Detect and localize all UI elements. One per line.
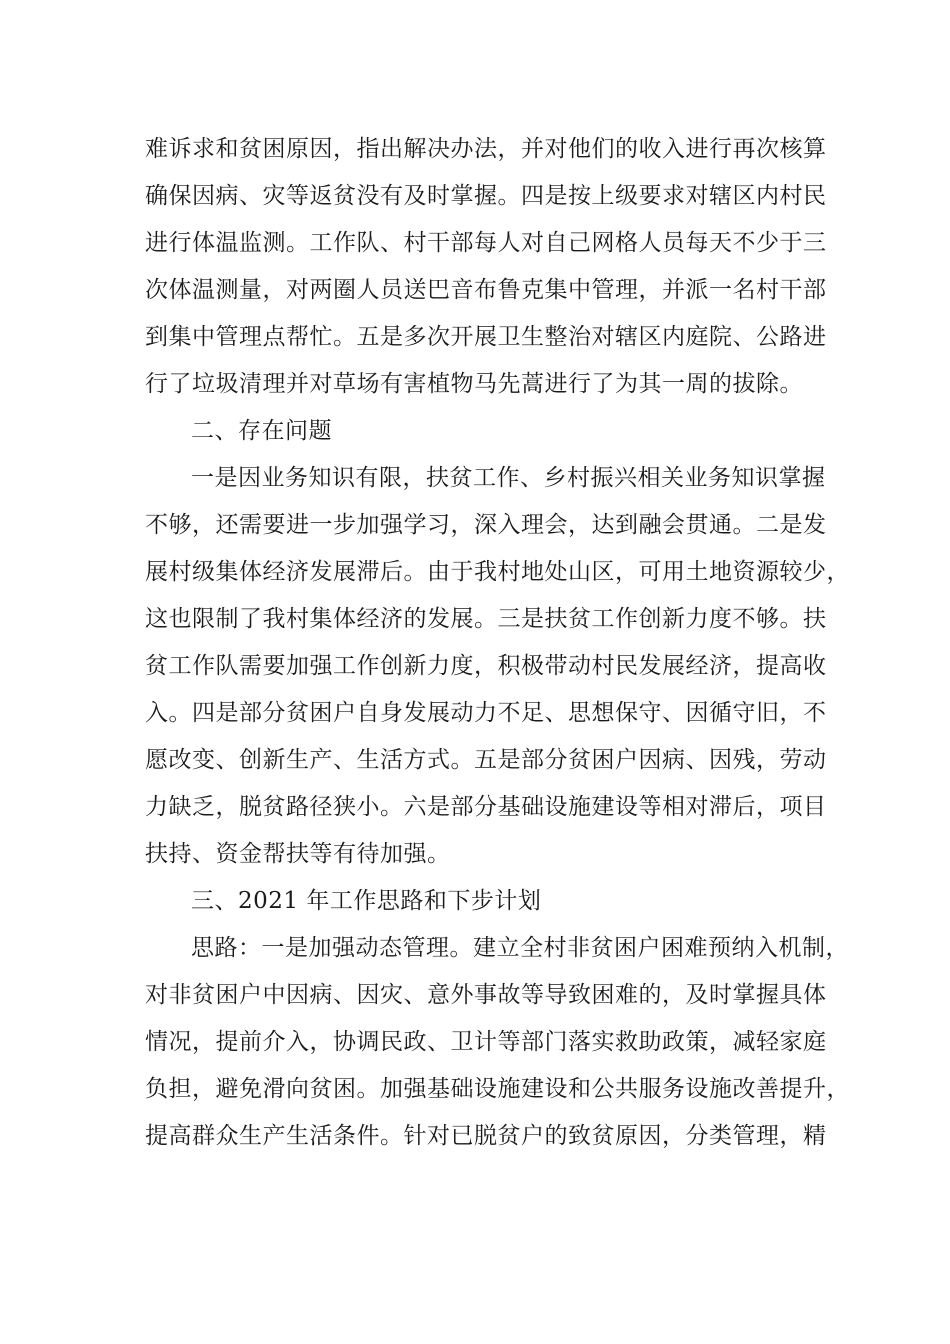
section-heading-issues: 二、存在问题 <box>191 418 332 444</box>
paragraph-first-line: 一是因业务知识有限，扶贫工作、乡村振兴相关业务知识掌握 <box>191 465 826 491</box>
document-body <box>145 126 850 1160</box>
text-line: 这也限制了我村集体经济的发展。三是扶贫工作创新力度不够。扶 <box>145 606 827 632</box>
section-heading-plan: 三、2021 年工作思路和下步计划 <box>191 888 542 914</box>
text-line: 难诉求和贫困原因，指出解决办法，并对他们的收入进行再次核算 <box>145 136 827 162</box>
text-line: 到集中管理点帮忙。五是多次开展卫生整治对辖区内庭院、公路进 <box>145 324 827 350</box>
text-line: 提高群众生产生活条件。针对已脱贫户的致贫原因，分类管理，精 <box>145 1123 827 1149</box>
text-line: 进行体温监测。工作队、村干部每人对自己网格人员每天不少于三 <box>145 230 827 256</box>
text-line: 确保因病、灾等返贫没有及时掌握。四是按上级要求对辖区内村民 <box>145 183 827 209</box>
text-line: 展村级集体经济发展滞后。由于我村地处山区，可用土地资源较少， <box>145 559 850 585</box>
text-line: 入。四是部分贫困户自身发展动力不足、思想保守、因循守旧，不 <box>145 700 827 726</box>
text-line: 负担，避免滑向贫困。加强基础设施建设和公共服务设施改善提升， <box>145 1076 850 1102</box>
text-line: 愿改变、创新生产、生活方式。五是部分贫困户因病、因残，劳动 <box>145 747 827 773</box>
text-line: 情况，提前介入，协调民政、卫计等部门落实救助政策，减轻家庭 <box>145 1029 827 1055</box>
text-line: 次体温测量，对两圈人员送巴音布鲁克集中管理，并派一名村干部 <box>145 277 827 303</box>
text-line: 扶持、资金帮扶等有待加强。 <box>145 841 451 867</box>
text-line: 贫工作队需要加强工作创新力度，积极带动村民发展经济，提高收 <box>145 653 827 679</box>
text-line: 力缺乏，脱贫路径狭小。六是部分基础设施建设等相对滞后，项目 <box>145 794 827 820</box>
text-line: 不够，还需要进一步加强学习，深入理会，达到融会贯通。二是发 <box>145 512 827 538</box>
text-line: 对非贫困户中因病、因灾、意外事故等导致困难的，及时掌握具体 <box>145 982 827 1008</box>
text-line: 行了垃圾清理并对草场有害植物马先蒿进行了为其一周的拔除。 <box>145 371 803 397</box>
paragraph-first-line: 思路：一是加强动态管理。建立全村非贫困户困难预纳入机制， <box>191 935 849 961</box>
